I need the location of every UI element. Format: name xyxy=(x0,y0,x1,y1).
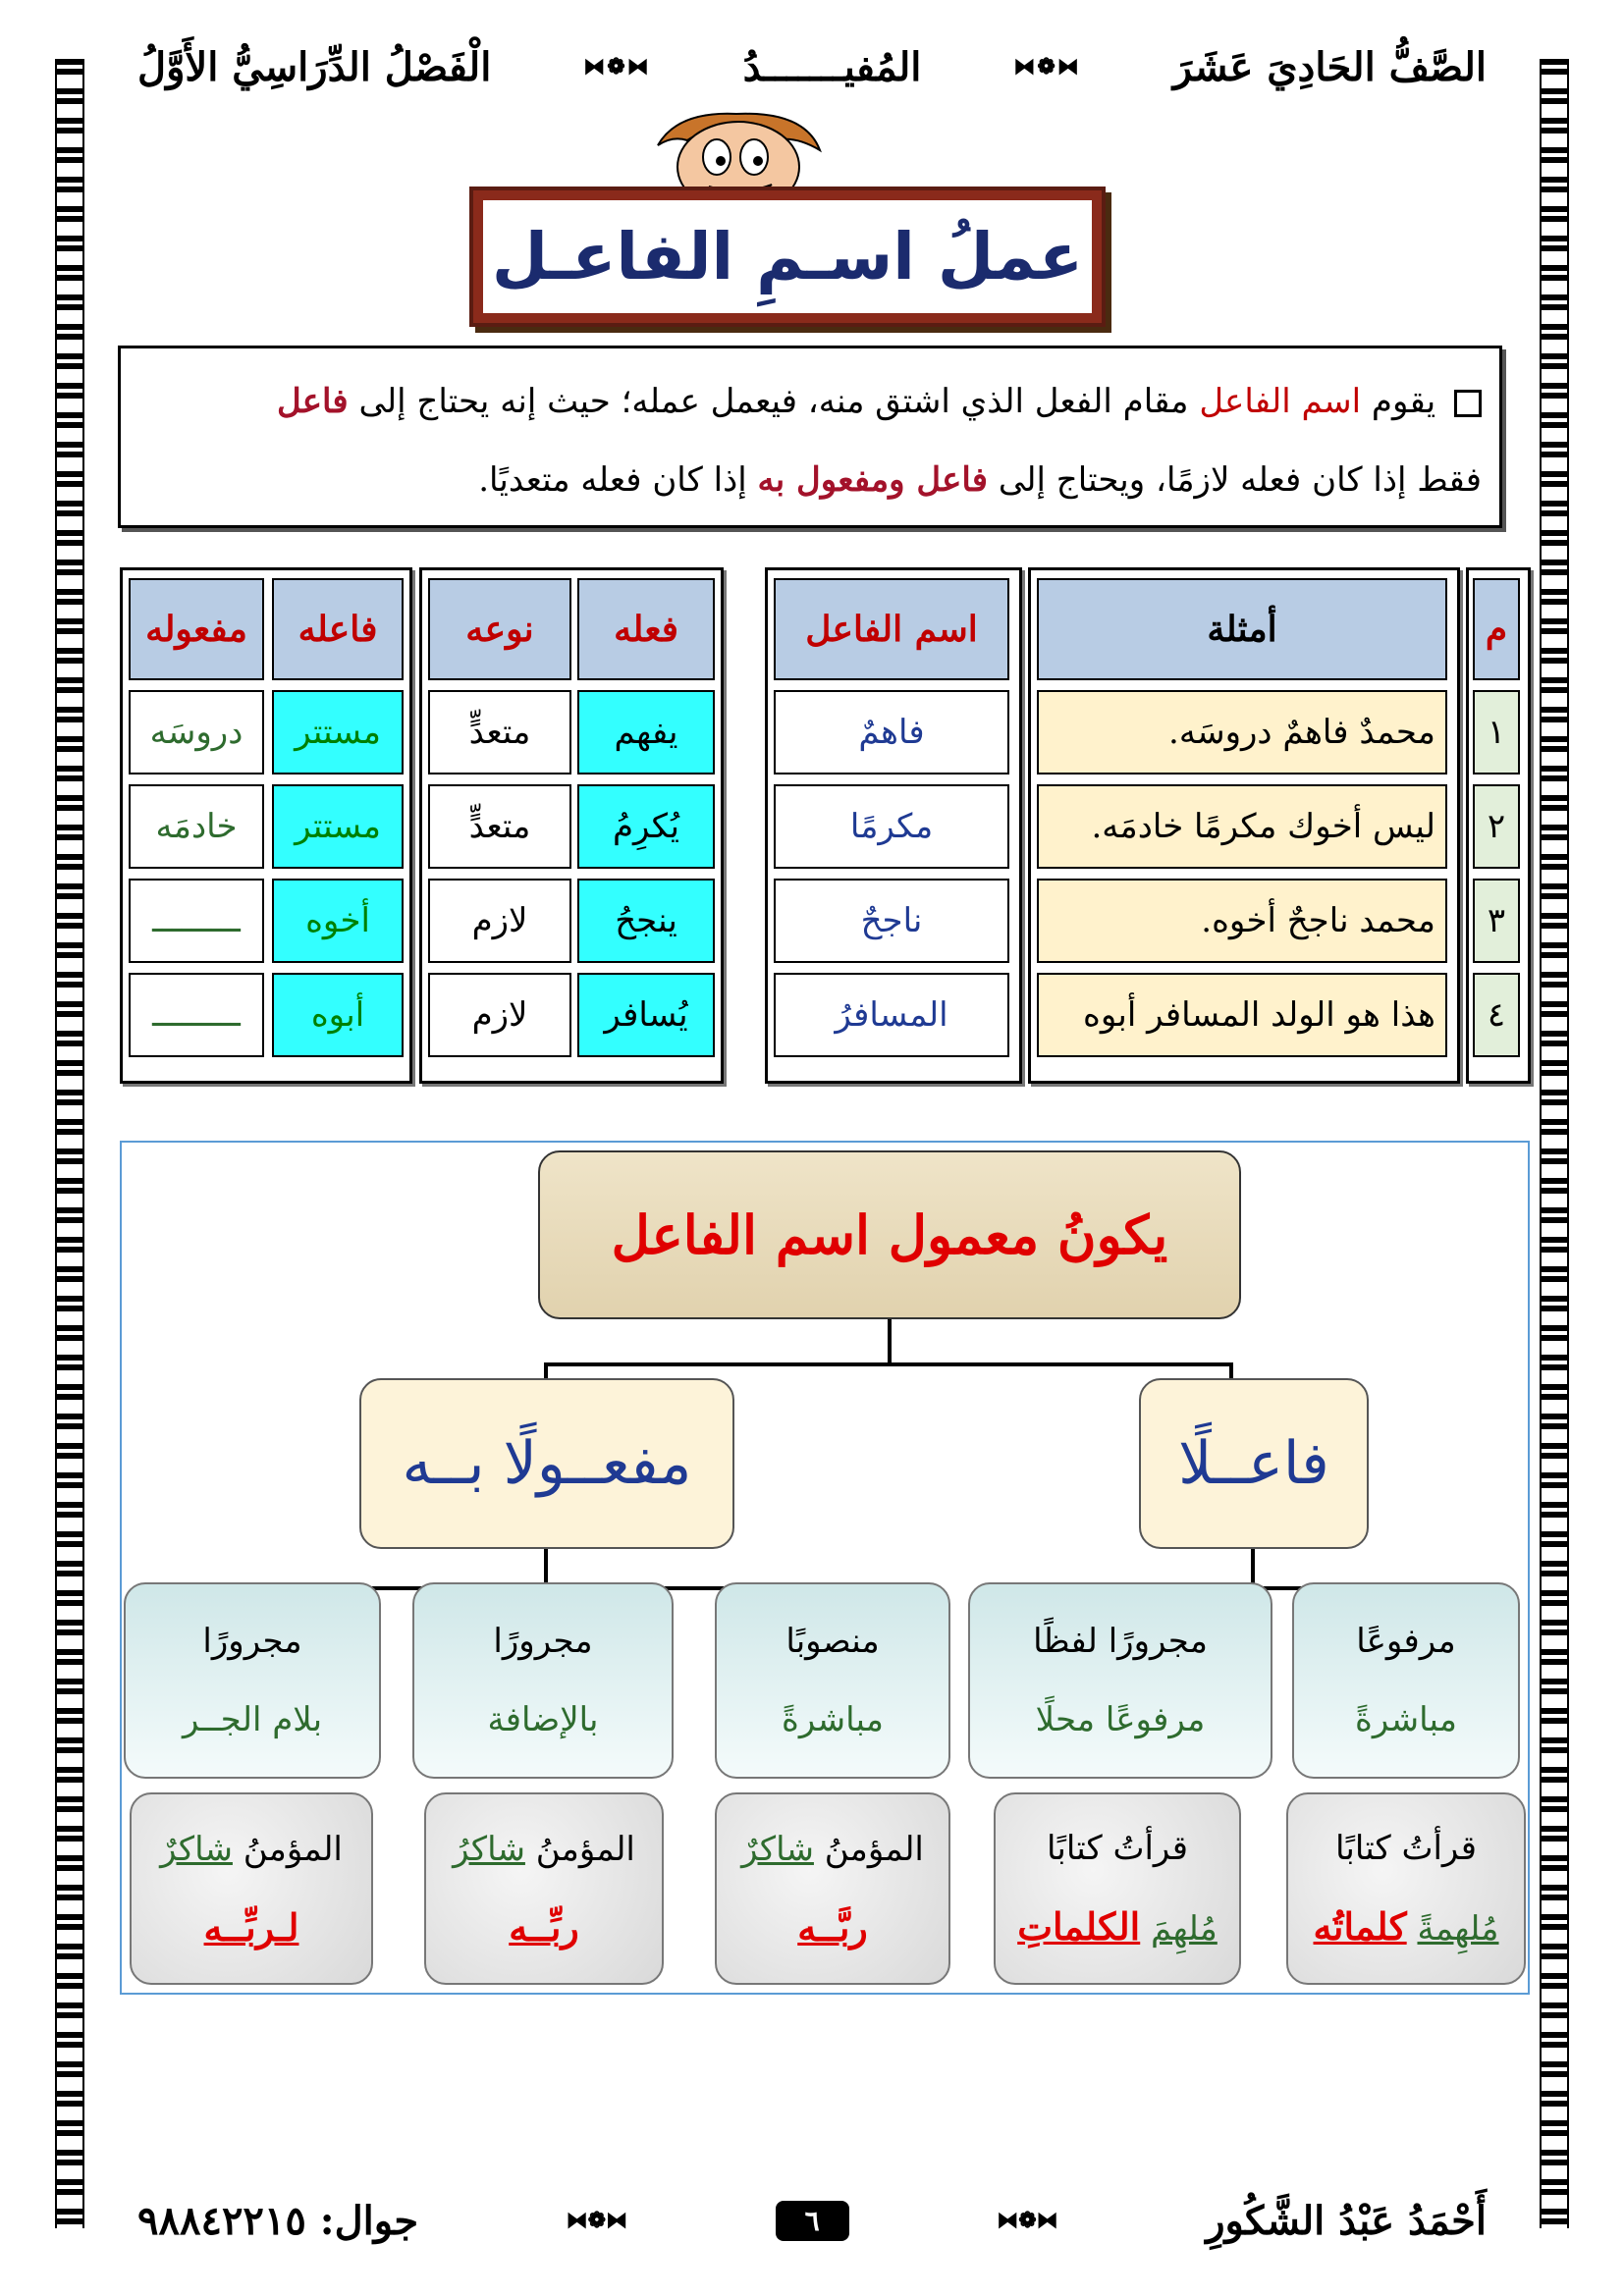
intro-text: يقوم xyxy=(1371,382,1436,421)
leaf-label: مجرورًا xyxy=(202,1622,302,1661)
author-name: أَحْمَدُ عَبْدُ الشَّكُورِ xyxy=(1206,2197,1487,2244)
tree-diagram xyxy=(120,1141,1530,1995)
header-ornament: ⧓❁⧓ xyxy=(583,54,651,80)
table-row: هذا هو الولد المسافر أبوه xyxy=(1037,973,1447,1057)
leaf-label: منصوبًا xyxy=(785,1622,880,1661)
leaf-label: مجرورًا xyxy=(493,1622,593,1661)
branch-subject: فاعــلًا xyxy=(1139,1378,1369,1549)
example-node xyxy=(1286,1792,1526,1985)
table-cell: يُكرِمُ xyxy=(577,784,715,869)
table-header: نوعه xyxy=(428,578,571,680)
table-cell: مكرمًا xyxy=(774,784,1009,869)
footer-ornament: ⧓❁⧓ xyxy=(566,2208,628,2233)
table-cell: ـــــــــ xyxy=(129,973,264,1057)
checkbox-icon xyxy=(1454,390,1482,417)
table-header: مفعوله xyxy=(129,578,264,680)
example-text: المؤمنُ xyxy=(535,1830,635,1869)
page-header xyxy=(137,37,1487,96)
example-text: قرأتُ كتابًا xyxy=(1335,1829,1477,1868)
table-header: اسم الفاعل xyxy=(774,578,1009,680)
term-label: الْفَصْلُ الدِّرَاسِيُّ الأَوَّلُ xyxy=(137,43,492,90)
table-cell: أخوه xyxy=(272,879,404,963)
table-row: محمد ناجحٌ أخوه. xyxy=(1037,879,1447,963)
table-cell: متعدٍّ xyxy=(428,690,571,774)
example-text: مُلهِمةً xyxy=(1417,1909,1499,1949)
row-number: ١ xyxy=(1473,690,1520,774)
example-node xyxy=(130,1792,373,1985)
table-cell: يفهم xyxy=(577,690,715,774)
phone-number: جوال: ٩٨٨٤٢٢١٥ xyxy=(137,2197,419,2244)
table-num-column xyxy=(1466,567,1531,1084)
example-highlight: الكلماتِ xyxy=(1017,1904,1141,1949)
example-highlight: كلماتُه xyxy=(1313,1904,1407,1949)
table-cell: مستتر xyxy=(272,784,404,869)
page-number: ٦ xyxy=(776,2201,849,2241)
table-header: فاعله xyxy=(272,578,404,680)
leaf-label: مرفوعًا محلًا xyxy=(1035,1700,1206,1739)
leaf-node xyxy=(715,1582,950,1779)
leaf-label: مباشرةً xyxy=(782,1700,884,1739)
branch-object: مفعــولًا بــه xyxy=(359,1378,734,1549)
row-number: ٣ xyxy=(1473,879,1520,963)
leaf-node xyxy=(1292,1582,1520,1779)
leaf-node xyxy=(968,1582,1272,1779)
table-examples-column xyxy=(1028,567,1460,1084)
page-footer xyxy=(137,2191,1487,2250)
example-text: المؤمنُ xyxy=(243,1830,343,1869)
lesson-title: عملُ اسـمِ الفاعـل xyxy=(491,219,1084,294)
table-header: فعله xyxy=(577,578,715,680)
page-border-left xyxy=(55,59,84,2228)
footer-ornament: ⧓❁⧓ xyxy=(997,2208,1058,2233)
table-cell: خادمَه xyxy=(129,784,264,869)
row-number: ٤ xyxy=(1473,973,1520,1057)
table-cell: لازم xyxy=(428,973,571,1057)
row-number: ٢ xyxy=(1473,784,1520,869)
connector-line xyxy=(544,1362,1233,1366)
intro-term: فاعل xyxy=(277,382,349,421)
table-cell: المسافرُ xyxy=(774,973,1009,1057)
leaf-label: بلام الجــر xyxy=(182,1700,323,1739)
page-border-right xyxy=(1540,59,1569,2228)
leaf-label: مجرورًا لفظًا xyxy=(1033,1622,1208,1661)
intro-text: مقام الفعل الذي اشتق منه، فيعمل عمله؛ حيث إنه يحتاج إلى xyxy=(358,382,1189,421)
table-header: م xyxy=(1473,578,1520,680)
table-verb-column xyxy=(419,567,724,1084)
example-text: شاكرٌ xyxy=(741,1830,814,1869)
leaf-label: بالإضافة xyxy=(487,1700,599,1739)
table-cell: يُسافر xyxy=(577,973,715,1057)
table-cell: أبوه xyxy=(272,973,404,1057)
tree-root: يكونُ معمول اسم الفاعل xyxy=(538,1150,1241,1319)
table-header: أمثلة xyxy=(1037,578,1447,680)
intro-text: إذا كان فعله متعديًا. xyxy=(478,460,747,500)
table-cell: ـــــــــ xyxy=(129,879,264,963)
example-text: شاكرٌ xyxy=(160,1830,233,1869)
example-text: قرأتُ كتابًا xyxy=(1047,1829,1188,1868)
intro-text: فقط إذا كان فعله لازمًا، ويحتاج إلى xyxy=(998,460,1482,500)
connector-line xyxy=(888,1319,892,1364)
table-agent-column xyxy=(120,567,412,1084)
example-text: مُلهِمَ xyxy=(1151,1909,1218,1949)
table-cell: ناجحٌ xyxy=(774,879,1009,963)
book-title: المُفيـــــــدُ xyxy=(742,43,922,90)
intro-paragraph xyxy=(118,346,1502,528)
table-cell: مستتر xyxy=(272,690,404,774)
table-cell: دروسَه xyxy=(129,690,264,774)
table-cell: لازم xyxy=(428,879,571,963)
table-ism-column xyxy=(765,567,1022,1084)
intro-term: فاعل ومفعول به xyxy=(757,460,989,500)
example-highlight: ربَّــه xyxy=(797,1905,868,1949)
example-highlight: لـربِّــه xyxy=(203,1905,299,1949)
table-cell: متعدٍّ xyxy=(428,784,571,869)
example-highlight: ربِّــه xyxy=(509,1905,579,1949)
example-node xyxy=(994,1792,1241,1985)
table-cell: فاهمٌ xyxy=(774,690,1009,774)
header-ornament: ⧓❁⧓ xyxy=(1013,54,1081,80)
leaf-node xyxy=(124,1582,381,1779)
leaf-node xyxy=(412,1582,674,1779)
grade-label: الصَّفُّ الحَادِيَ عَشَرَ xyxy=(1172,43,1487,90)
example-node xyxy=(715,1792,950,1985)
table-cell: ينجحُ xyxy=(577,879,715,963)
example-text: المؤمنُ xyxy=(824,1830,924,1869)
example-text: شاكرُ xyxy=(453,1830,525,1869)
lesson-title-board xyxy=(469,187,1106,327)
intro-term: اسم الفاعل xyxy=(1199,382,1362,421)
leaf-label: مباشرةً xyxy=(1355,1700,1457,1739)
example-node xyxy=(424,1792,664,1985)
table-row: ليس أخوك مكرمًا خادمَه. xyxy=(1037,784,1447,869)
table-row: محمدٌ فاهمٌ دروسَه. xyxy=(1037,690,1447,774)
leaf-label: مرفوعًا xyxy=(1356,1622,1456,1661)
